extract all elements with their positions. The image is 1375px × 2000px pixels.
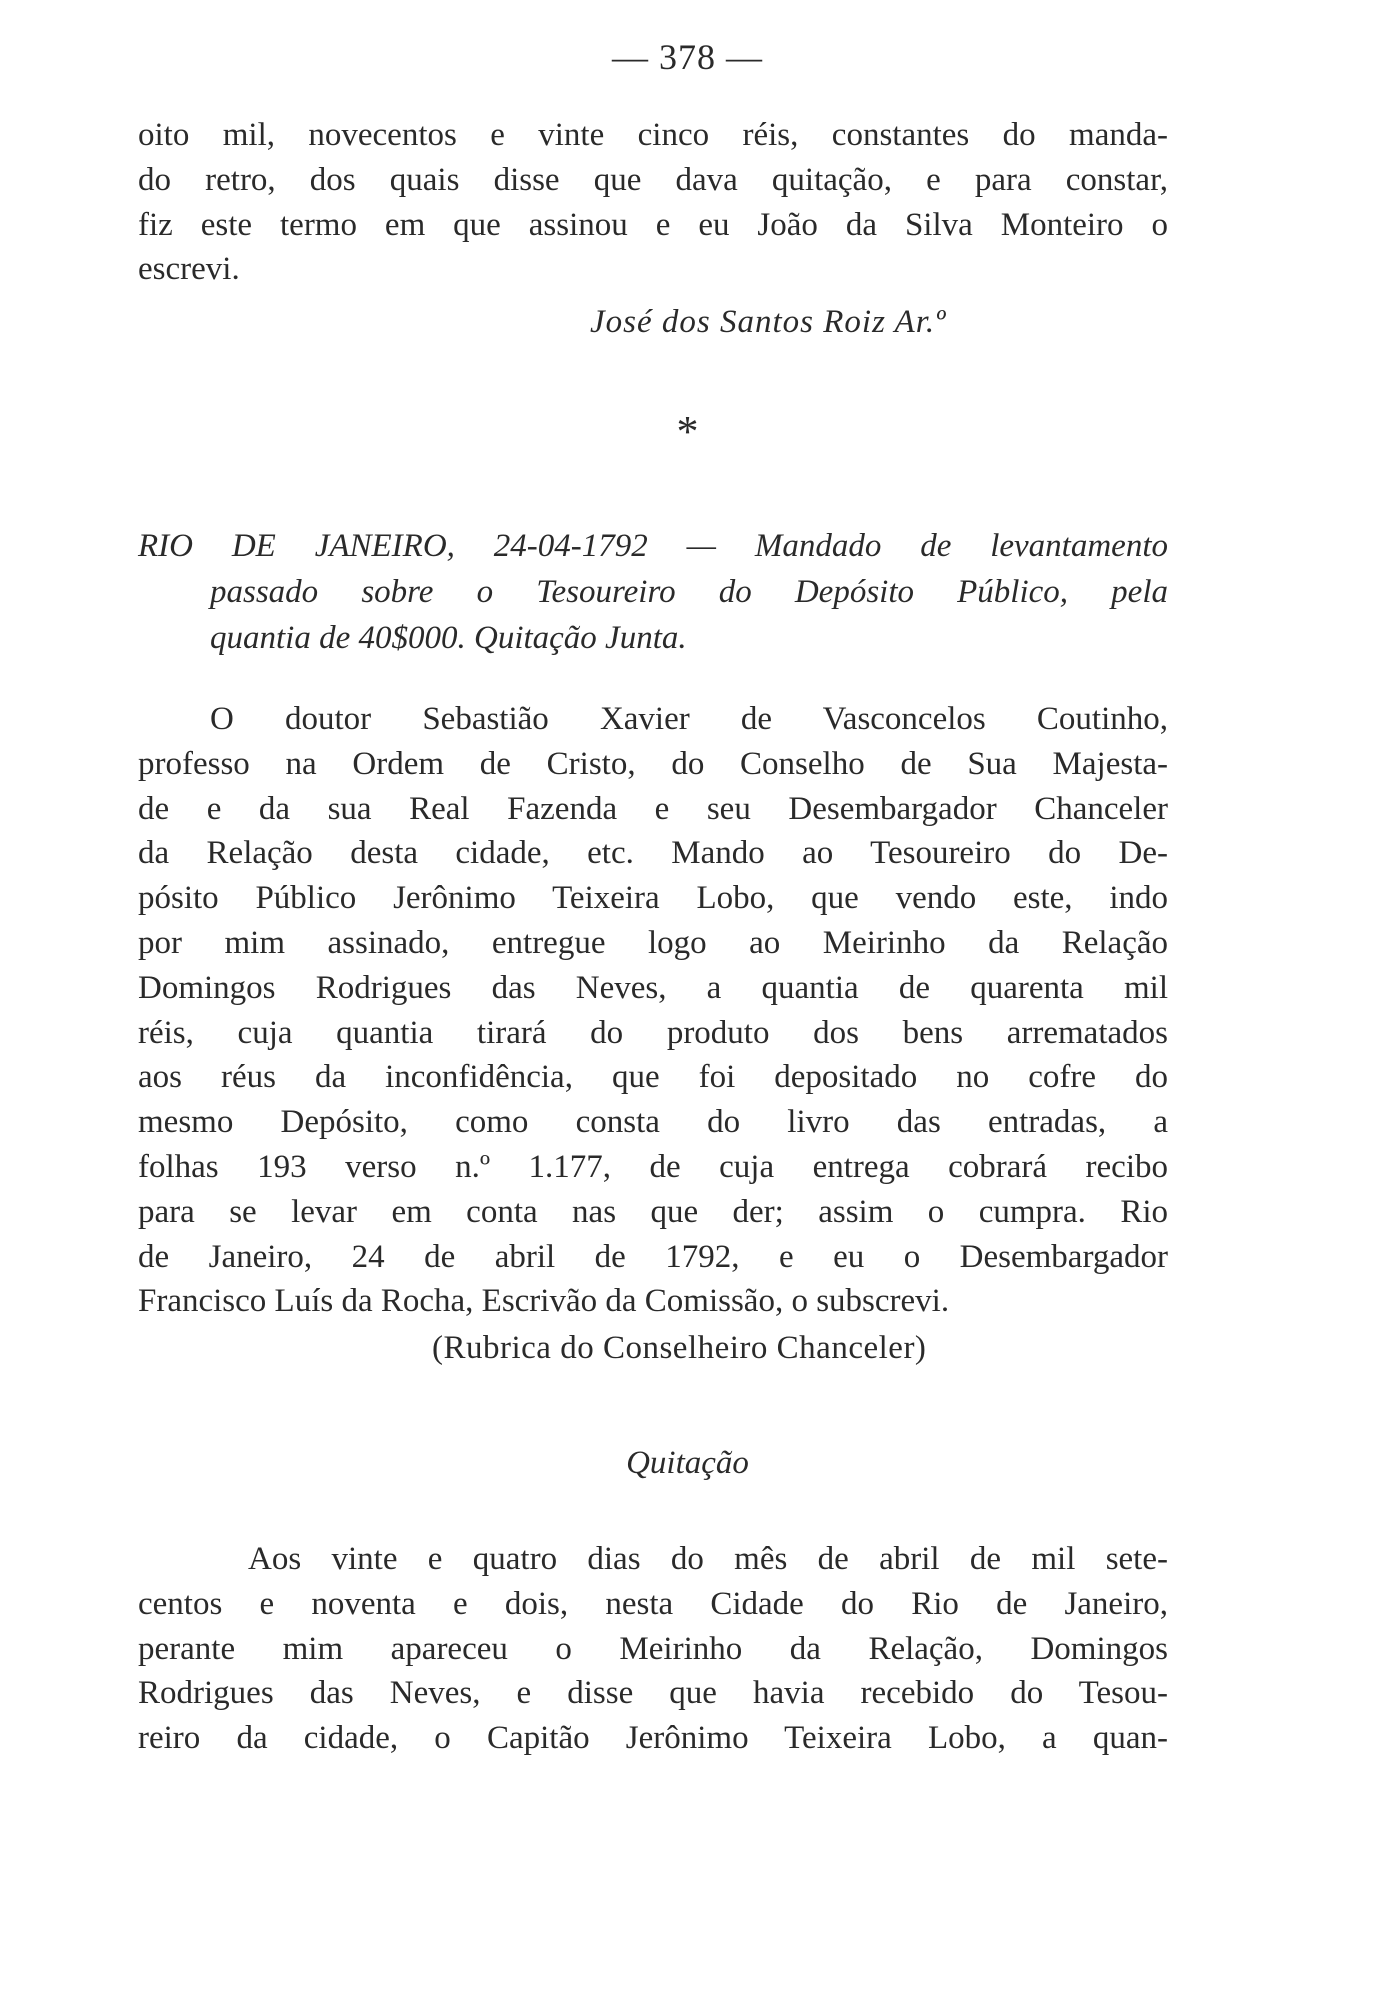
text-line: pósito Público Jerônimo Teixeira Lobo, que vendo este, indo [138,880,1168,917]
text-line: por mim assinado, entregue logo ao Meirinho da Relação [138,924,1168,961]
text-line: reiro da cidade, o Capitão Jerônimo Teixeira Lobo, a quan- [138,1720,1168,1757]
text-line: de e da sua Real Fazenda e seu Desembargador Chanceler [138,790,1168,827]
page-number: — 378 — [612,37,763,77]
signature: José dos Santos Roiz Ar.º [590,304,947,340]
text-line: de Janeiro, 24 de abril de 1792, e eu o Desembargador [138,1238,1168,1275]
text-line: Rodrigues das Neves, e disse que havia recebido do Tesou- [138,1675,1168,1712]
text-line: da Relação desta cidade, etc. Mando ao Tesoureiro do De- [138,835,1168,872]
text-line: perante mim apareceu o Meirinho da Relação, Domingos [138,1630,1168,1667]
text-line: oito mil, novecentos e vinte cinco réis, constantes do manda- [138,117,1168,153]
document-heading [138,523,1168,661]
text-line: O doutor Sebastião Xavier de Vasconcelos Coutinho, [210,701,1168,737]
text-line: do retro, dos quais disse que dava quitação, e para constar, [138,161,1168,198]
text-line: réis, cuja quantia tirará do produto dos bens arrematados [138,1014,1168,1051]
text-line: aos réus da inconfidência, que foi depositado no cofre do [138,1059,1168,1096]
heading-line: passado sobre o Tesoureiro do Depósito Público, pela [210,574,1168,610]
text-line: fiz este termo em que assinou e eu João da Silva Monteiro o [138,206,1168,243]
mandado-paragraph [138,697,1168,1324]
text-line: para se levar em conta nas que der; assim o cumpra. Rio [138,1193,1168,1230]
text-line: folhas 193 verso n.º 1.177, de cuja entrega cobrará recibo [138,1148,1168,1185]
section-separator: * [676,407,699,456]
rubrica-note: (Rubrica do Conselheiro Chanceler) [432,1330,927,1366]
heading-line: RIO DE JANEIRO, 24-04-1792 — Mandado de levantamento [138,528,1168,564]
heading-line: quantia de 40$000. Quitação Junta. [210,620,687,656]
text-line: mesmo Depósito, como consta do livro das entradas, a [138,1104,1168,1141]
quitacao-paragraph [138,1537,1168,1761]
text-line: professo na Ordem de Cristo, do Conselho de Sua Majesta- [138,745,1168,782]
text-line: escrevi. [138,251,240,288]
text-line: Aos vinte e quatro dias do mês de abril de mil sete- [248,1541,1168,1577]
text-line: centos e noventa e dois, nesta Cidade do Rio de Janeiro, [138,1585,1168,1622]
text-line: Francisco Luís da Rocha, Escrivão da Comissão, o subscrevi. [138,1283,950,1320]
text-line: Domingos Rodrigues das Neves, a quantia de quarenta mil [138,969,1168,1006]
quitacao-title: Quitação [626,1445,749,1481]
opening-paragraph [138,113,1168,292]
